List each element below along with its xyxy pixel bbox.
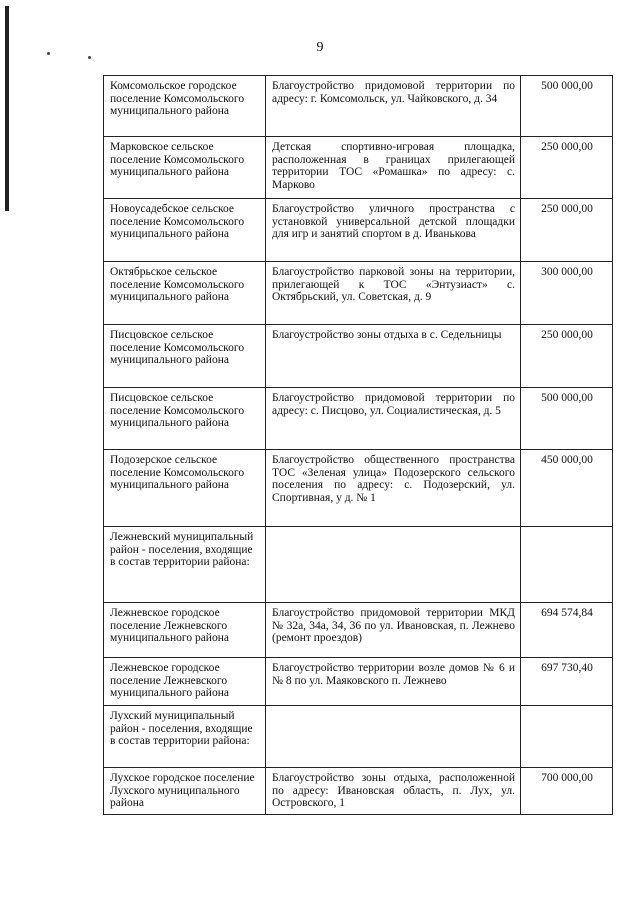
amount-cell: 250 000,00: [521, 325, 613, 388]
settlement-cell: Писцовское сельское поселение Комсомольского муниципального района: [104, 388, 266, 450]
settlement-cell: Комсомольское городское поселение Комсомольского муниципального района: [104, 76, 266, 137]
settlement-cell: Лежневское городское поселение Лежневского муниципального района: [104, 603, 266, 658]
project-cell: Благоустройство придомовой территории МКД № 32а, 34а, 34, 36 по ул. Ивановская, п. Лежнево (ремонт проездов): [266, 603, 521, 658]
project-cell: Благоустройство зоны отдыха в с. Седельницы: [266, 325, 521, 388]
table-row: [104, 527, 613, 603]
table-row: [104, 706, 613, 768]
table-row: [104, 450, 613, 527]
amount-cell: 300 000,00: [521, 262, 613, 325]
amount-cell: 500 000,00: [521, 388, 613, 450]
amount-cell: 694 574,84: [521, 603, 613, 658]
project-cell: Благоустройство зоны отдыха, расположенной по адресу: Ивановская область, п. Лух, ул. Островского, 1: [266, 768, 521, 815]
settlement-cell: Писцовское сельское поселение Комсомольского муниципального района: [104, 325, 266, 388]
table-row: [104, 768, 613, 815]
project-cell: Благоустройство уличного пространства с установкой универсальной детской площадки для игр и занятий спортом в д. Иванькова: [266, 199, 521, 262]
table-row: [104, 388, 613, 450]
scan-speck: [88, 56, 91, 59]
table-row: [104, 262, 613, 325]
table-row: [104, 603, 613, 658]
amount-cell: 450 000,00: [521, 450, 613, 527]
table-row: [104, 76, 613, 137]
project-cell: Благоустройство общественного пространства ТОС «Зеленая улица» Подозерского сельского поселения по адресу: с. Подозерский, ул. Спортивная, у д. № 1: [266, 450, 521, 527]
settlement-cell: Октябрьское сельское поселение Комсомольского муниципального района: [104, 262, 266, 325]
project-cell: Детская спортивно-игровая площадка, расположенная в границах прилегающей территории ТОС «Ромашка» по адресу: с. Марково: [266, 137, 521, 199]
table-row: [104, 137, 613, 199]
project-cell: [266, 706, 521, 768]
amount-cell: 500 000,00: [521, 76, 613, 137]
amount-cell: [521, 706, 613, 768]
amount-cell: 250 000,00: [521, 199, 613, 262]
settlement-cell: Подозерское сельское поселение Комсомольского муниципального района: [104, 450, 266, 527]
project-cell: Благоустройство придомовой территории по адресу: г. Комсомольск, ул. Чайковского, д. 34: [266, 76, 521, 137]
settlement-cell: Лежневское городское поселение Лежневского муниципального района: [104, 658, 266, 706]
settlement-cell: Новоусадебское сельское поселение Комсомольского муниципального района: [104, 199, 266, 262]
table-row: [104, 199, 613, 262]
amount-cell: 697 730,40: [521, 658, 613, 706]
settlement-cell: Лухское городское поселение Лухского муниципального района: [104, 768, 266, 815]
project-cell: Благоустройство придомовой территории по адресу: с. Писцово, ул. Социалистическая, д. 5: [266, 388, 521, 450]
amount-cell: [521, 527, 613, 603]
amount-cell: 700 000,00: [521, 768, 613, 815]
district-header-cell: Лухский муниципальный район - поселения, входящие в состав территории района:: [104, 706, 266, 768]
district-header-cell: Лежневский муниципальный район - поселения, входящие в состав территории района:: [104, 527, 266, 603]
scan-edge-mark: [5, 6, 9, 211]
page-number: 9: [316, 40, 324, 55]
table-row: [104, 325, 613, 388]
project-cell: [266, 527, 521, 603]
settlement-cell: Марковское сельское поселение Комсомольского муниципального района: [104, 137, 266, 199]
project-cell: Благоустройство территории возле домов № 6 и № 8 по ул. Маяковского п. Лежнево: [266, 658, 521, 706]
table-row: [104, 658, 613, 706]
amount-cell: 250 000,00: [521, 137, 613, 199]
grants-table: [103, 75, 613, 815]
project-cell: Благоустройство парковой зоны на территории, прилегающей к ТОС «Энтузиаст» с. Октябрьский, ул. Советская, д. 9: [266, 262, 521, 325]
